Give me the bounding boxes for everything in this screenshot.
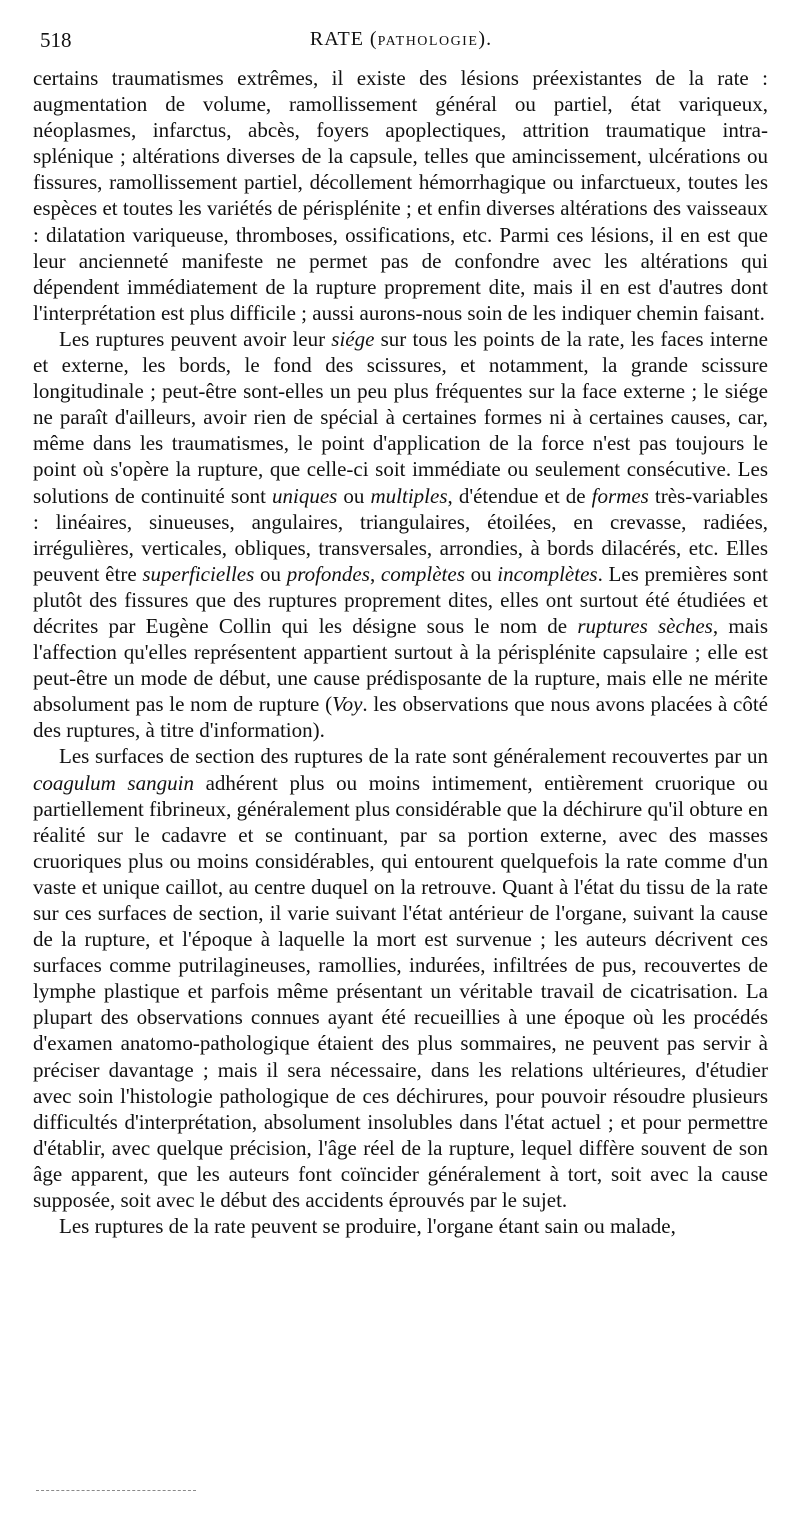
text-run: ,	[369, 561, 381, 586]
italic-text: ruptures sèches	[577, 613, 713, 638]
page-number: 518	[40, 28, 72, 52]
running-head-close: ).	[478, 28, 493, 50]
text-run: Les surfaces de section des ruptures de la rate sont généralement recouvertes par un	[59, 744, 768, 769]
running-head-subtitle: PATHOLOGIE	[377, 34, 479, 49]
italic-text: formes	[591, 483, 649, 508]
body-text	[33, 65, 768, 1239]
text-run: ou	[254, 561, 287, 586]
italic-text: multiples	[370, 483, 448, 508]
text-run: ou	[337, 483, 371, 508]
text-run: Les ruptures peuvent avoir leur	[59, 326, 332, 351]
page-header	[40, 28, 762, 58]
italic-text: Voy	[332, 692, 363, 717]
text-run: adhérent plus ou moins intimement, entièrement cruorique ou partiellement fibrineux, généralement plus considérable que la déchirure qu'il obture en réalité sur le cadavre et se continuant, par sa portion externe, avec des masses cruoriques plus ou moins considérables, qui entourent quelquefois la rate comme d'un vaste et unique caillot, au centre duquel on la retrouve. Quant à l'état du tissu de la rate sur ces surfaces de section, il varie suivant l'état antérieur de l'organe, suivant la cause de la rupture, et l'époque à laquelle la mort est survenue ; les auteurs décrivent ces surfaces comme putrilagineuses, ramollies, indurées, infiltrées de pus, recouvertes de lymphe plastique et parfois même présentant un véritable travail de cicatrisation. La plupart des observations connues ayant été recueillies à une époque où les procédés d'examen anatomo-pathologique étaient des plus sommaires, ne peuvent pas servir à préciser davantage ; mais il sera nécessaire, dans les relations ultérieures, d'étudier avec soin l'histologie pathologique de ces déchirures, pour pouvoir résoudre plusieurs difficultés d'interprétation, absolument insolubles dans l'état actuel ; et pour permettre d'établir, avec quelque précision, l'âge réel de la rupture, lequel diffère souvent de son âge apparent, que les auteurs font coïncider généralement à tort, soit avec la cause supposée, soit avec le début des accidents éprouvés par le sujet.	[33, 770, 768, 1213]
italic-text: coagulum sanguin	[33, 770, 194, 795]
italic-text: complètes	[380, 561, 465, 586]
text-run: ou	[464, 561, 498, 586]
text-run: certains traumatismes extrêmes, il existe des lésions préexistantes de la rate : augmentation de volume, ramollissement général ou partiel, état variqueux, néoplasmes, infarctus, abcès, foyers apoplectiques, attrition traumatique intra-splénique ; altérations diverses de la capsule, telles que amincissement, ulcérations ou fissures, ramollissement partiel, décollement hémorrhagique ou infarctueux, toutes les espèces et toutes les variétés de périsplénite ; et enfin diverses altérations des vaisseaux : dilatation variqueuse, thromboses, ossifications, etc. Parmi ces lésions, il en est que leur ancienneté manifeste ne permet pas de confondre avec les altérations qui dépendent immédiatement de la rupture proprement dite, mais il en est d'autres dont l'interprétation est plus difficile ; aussi aurons-nous soin de les indiquer chemin faisant.	[33, 66, 768, 325]
text-run: . les observations que nous avons placées à côté des ruptures, à titre d'information).	[33, 692, 768, 743]
text-run: Les ruptures de la rate peuvent se produire, l'organe étant sain ou malade,	[59, 1214, 676, 1239]
italic-text: profondes	[286, 561, 370, 586]
paragraph	[33, 65, 768, 326]
paragraph	[33, 326, 768, 744]
text-run: , mais l'affection qu'elles représentent appartient surtout à la périsplénite capsulaire ; elle est peut-être un mode de début, une cause prédisposante de la rupture, mais elle ne mérite absolument pas le nom de rupture (	[33, 613, 768, 717]
italic-text: uniques	[272, 483, 338, 508]
footer-rule	[36, 1490, 196, 1491]
running-head-title: RATE (	[309, 28, 378, 50]
text-run: . Les premières sont plutôt des fissures que des ruptures proprement dites, elles ont surtout été étudiées et décrites par Eugène Collin qui les désigne sous le nom de	[33, 561, 769, 638]
italic-text: incomplètes	[497, 561, 598, 586]
text-run: sur tous les points de la rate, les faces interne et externe, les bords, le fond des scissures, et notamment, la grande scissure longitudinale ; peut-être sont-elles un peu plus fréquentes sur la face externe ; le siége ne paraît d'ailleurs, avoir rien de spécial à certaines formes ni à certaines causes, car, même dans les traumatismes, le point d'application de la force n'est pas toujours le point où s'opère la rupture, que celle-ci soit immédiate ou seulement consécutive. Les solutions de continuité sont	[33, 326, 768, 508]
text-run: très-variables : linéaires, sinueuses, angulaires, triangulaires, étoilées, en crevasse, radiées, irrégulières, verticales, obliques, transversales, arrondies, à bords dilacérés, etc. Elles peuvent être	[33, 483, 769, 586]
paragraph	[33, 1213, 768, 1239]
italic-text: siége	[331, 326, 375, 351]
italic-text: superficielles	[142, 561, 255, 586]
paragraph	[33, 743, 768, 1213]
text-run: , d'étendue et de	[447, 483, 592, 508]
running-head	[40, 28, 762, 51]
